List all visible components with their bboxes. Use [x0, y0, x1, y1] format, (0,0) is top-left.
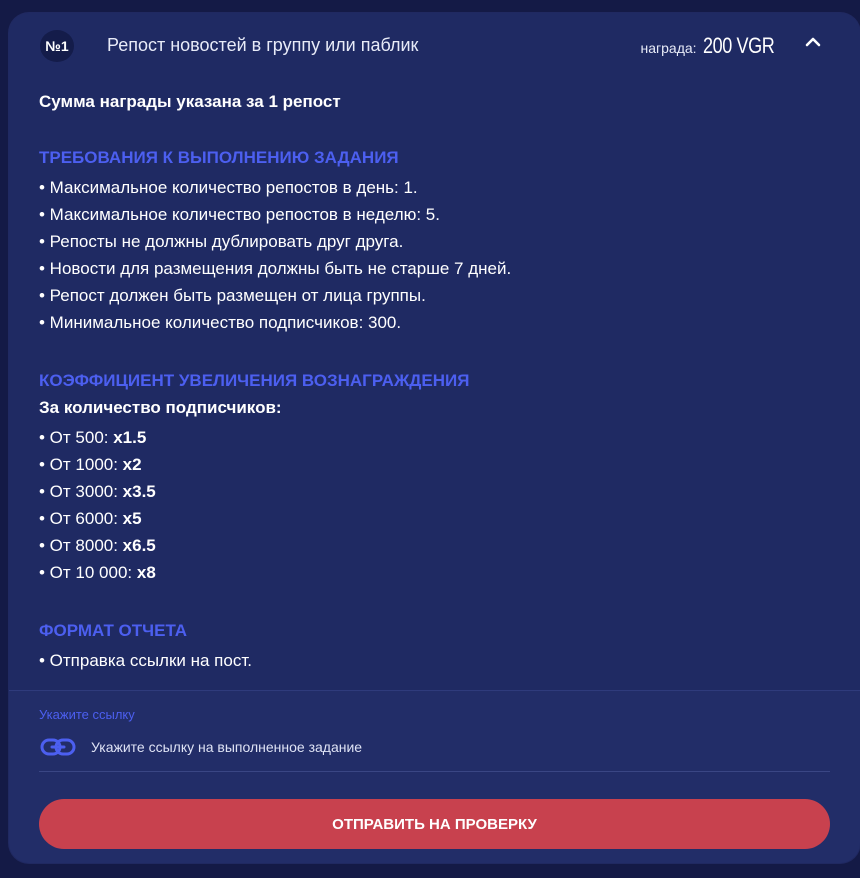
coefficient-multiplier: x5 [122, 509, 142, 528]
chevron-up-icon[interactable] [804, 35, 822, 49]
coefficient-item [39, 424, 839, 451]
coefficient-heading: КОЭФФИЦИЕНТ УВЕЛИЧЕНИЯ ВОЗНАГРАЖДЕНИЯ [39, 371, 470, 390]
coefficient-threshold: • От 1000: [39, 455, 123, 474]
requirement-item: • Максимальное количество репостов в неделю: 5. [39, 205, 440, 224]
coefficient-threshold: • От 6000: [39, 509, 123, 528]
task-number-badge: №1 [40, 30, 74, 62]
coefficient-multiplier: x3.5 [122, 482, 156, 501]
reward-value: 200 VGR [703, 33, 775, 58]
task-card [9, 13, 860, 863]
requirement-item: • Репост должен быть размещен от лица группы. [39, 286, 426, 305]
link-field [39, 731, 830, 772]
requirement-item: • Новости для размещения должны быть не старше 7 дней. [39, 259, 512, 278]
reward-label: награда: [640, 40, 697, 56]
link-form [9, 691, 860, 863]
link-input[interactable] [91, 733, 791, 761]
submit-button[interactable]: ОТПРАВИТЬ НА ПРОВЕРКУ [39, 799, 830, 849]
coefficient-item [39, 532, 839, 559]
link-icon [39, 735, 77, 759]
coefficient-item [39, 505, 839, 532]
link-field-label: Укажите ссылку [39, 707, 135, 722]
requirements-heading: ТРЕБОВАНИЯ К ВЫПОЛНЕНИЮ ЗАДАНИЯ [39, 148, 399, 167]
reward [641, 33, 791, 59]
coefficient-multiplier: x2 [122, 455, 142, 474]
requirement-item: • Минимальное количество подписчиков: 300. [39, 313, 402, 332]
coefficient-multiplier: x6.5 [122, 536, 156, 555]
requirement-item: • Репосты не должны дублировать друг друга. [39, 232, 404, 251]
coefficient-item [39, 451, 839, 478]
coefficient-threshold: • От 500: [39, 428, 114, 447]
report-heading: ФОРМАТ ОТЧЕТА [39, 621, 188, 640]
coefficient-item [39, 478, 839, 505]
coefficient-multiplier: x8 [136, 563, 156, 582]
coefficient-threshold: • От 10 000: [39, 563, 137, 582]
task-header[interactable] [9, 13, 860, 83]
coefficient-threshold: • От 8000: [39, 536, 123, 555]
coefficient-item [39, 559, 839, 586]
coefficient-subheading: За количество подписчиков: [39, 398, 282, 417]
task-description [39, 91, 839, 674]
report-item: • Отправка ссылки на пост. [39, 651, 252, 670]
requirement-item: • Максимальное количество репостов в день: 1. [39, 178, 418, 197]
reward-summary: Сумма награды указана за 1 репост [39, 92, 341, 111]
coefficient-multiplier: x1.5 [113, 428, 147, 447]
task-title: Репост новостей в группу или паблик [107, 35, 419, 55]
coefficient-threshold: • От 3000: [39, 482, 123, 501]
